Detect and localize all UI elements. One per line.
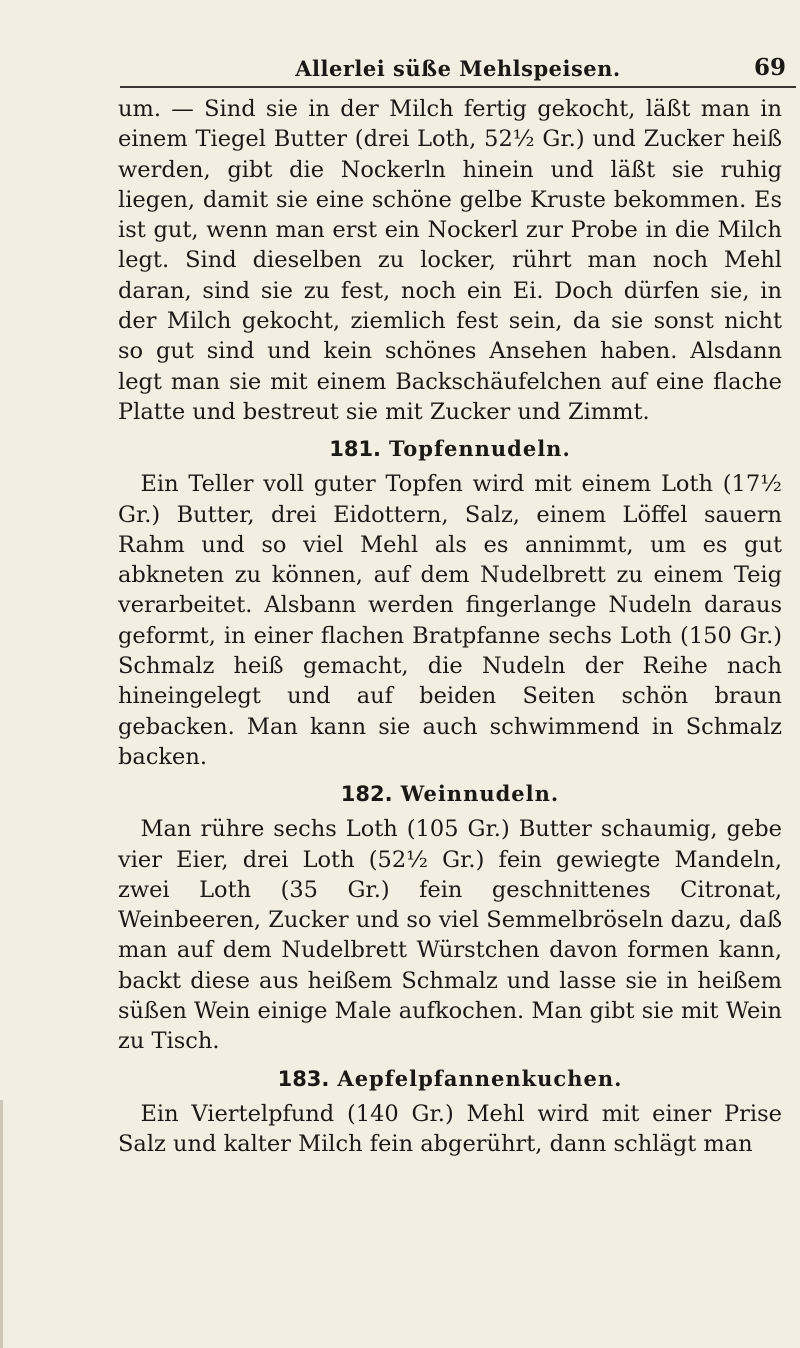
recipe-heading-183 xyxy=(118,1065,782,1093)
recipe-text-183: Ein Viertelpfund (140 Gr.) Mehl wird mit einer Prise Salz und kalter Milch fein abgerührt, dann schlägt man xyxy=(118,1100,782,1157)
recipe-number: 182. xyxy=(340,782,393,807)
recipe-heading-181 xyxy=(118,435,782,463)
recipe-text-181: Ein Teller voll guter Topfen wird mit einem Loth (17½ Gr.) Butter, drei Eidottern, Salz, einem Löffel sauern Rahm und so viel Mehl als es annimmt, um es gut abkneten zu können, auf dem Nudelbrett zu einem Teig verarbeitet. Alsbann werden fingerlange Nudeln daraus geformt, in einer flachen Bratpfanne sechs Loth (150 Gr.) Schmalz heiß gemacht, die Nudeln der Reihe nach hineingelegt und auf beiden Seiten schön braun gebacken. Man kann sie auch schwimmend in Schmalz backen. xyxy=(118,471,782,770)
running-title: Allerlei süße Mehlspeisen. xyxy=(295,56,621,81)
page-edge-shadow xyxy=(0,1100,3,1348)
recipe-number: 183. xyxy=(277,1066,330,1091)
recipe-title: Weinnudeln. xyxy=(400,781,560,807)
intro-paragraph: um. — Sind sie in der Milch fertig gekocht, läßt man in einem Tiegel Butter (drei Loth, 52½ Gr.) und Zucker heiß werden, gibt die Nockerln hinein und läßt sie ruhig liegen, damit sie eine schöne gelbe Kruste bekommen. Es ist gut, wenn man erst ein Nockerl zur Probe in die Milch legt. Sind dieselben zu locker, rührt man noch Mehl daran, sind sie zu fest, noch ein Ei. Doch dürfen sie, in der Milch gekocht, ziemlich fest sein, da sie sonst nicht so gut sind und kein schönes Ansehen haben. Alsdann legt man sie mit einem Backschäufelchen auf eine flache Platte und bestreut sie mit Zucker und Zimmt. xyxy=(118,96,782,425)
recipe-heading-182 xyxy=(118,780,782,808)
recipe-title: Aepfelpfannenkuchen. xyxy=(337,1065,623,1091)
running-header xyxy=(120,46,796,88)
recipe-text-182: Man rühre sechs Loth (105 Gr.) Butter schaumig, gebe vier Eier, drei Loth (52½ Gr.) fein gewiegte Mandeln, zwei Loth (35 Gr.) fein geschnittenes Citronat, Weinbeeren, Zucker und so viel Semmelbröseln dazu, daß man auf dem Nudelbrett Würstchen davon formen kann, backt diese aus heißem Schmalz und lasse sie in heißem süßen Wein einige Male aufkochen. Man gibt sie mit Wein zu Tisch. xyxy=(118,816,782,1055)
recipe-title: Topfennudeln. xyxy=(389,436,571,462)
recipe-number: 181. xyxy=(329,437,382,462)
page-number: 69 xyxy=(753,54,786,81)
page-body xyxy=(118,94,782,1159)
